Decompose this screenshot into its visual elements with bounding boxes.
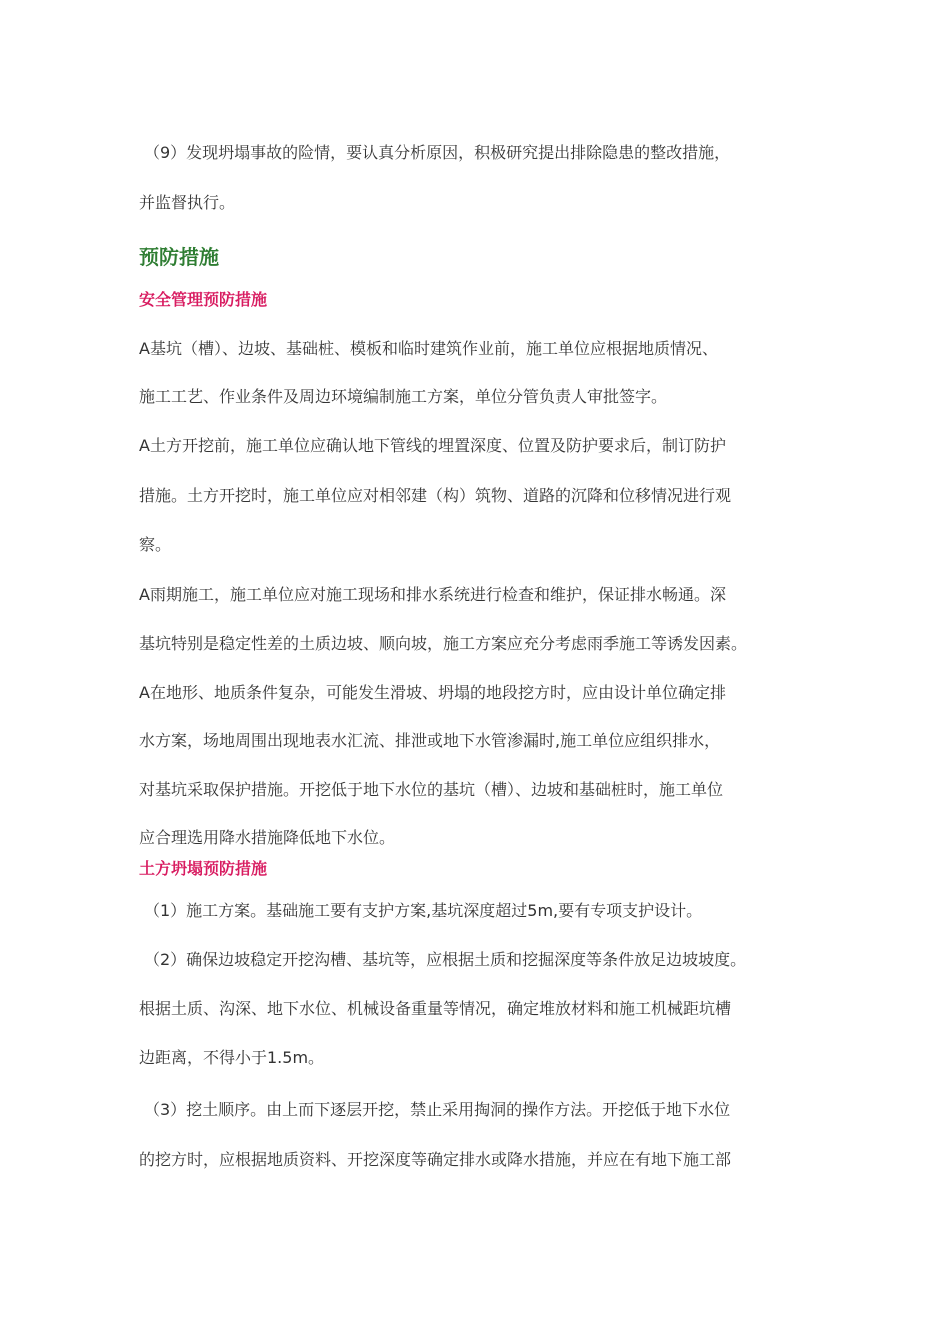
subsection-2-line: 边距离，不得小于1.5m。: [139, 1048, 325, 1067]
subsection-1-line: 水方案，场地周围出现地表水汇流、排泄或地下水管渗漏时,施工单位应组织排水，: [139, 731, 721, 750]
intro-item-9-line-1: （9）发现坍塌事故的险情，要认真分析原因，积极研究提出排除隐患的整改措施，: [144, 143, 731, 162]
subsection-1-line: A土方开挖前，施工单位应确认地下管线的埋置深度、位置及防护要求后，制订防护: [139, 436, 726, 455]
subsection-1-line: 措施。土方开挖时，施工单位应对相邻建（构）筑物、道路的沉降和位移情况进行观: [139, 486, 732, 505]
subsection-1-line: A雨期施工，施工单位应对施工现场和排水系统进行检查和维护，保证排水畅通。深: [139, 585, 726, 604]
subsection-2-line: （3）挖土顺序。由上而下逐层开挖，禁止采用掏洞的操作方法。开挖低于地下水位: [144, 1100, 731, 1119]
subsection-2-line: （2）确保边坡稳定开挖沟槽、基坑等，应根据土质和挖掘深度等条件放足边坡坡度。: [144, 950, 747, 969]
subsection-1-line: 察。: [139, 535, 172, 554]
subsection-1-title: 安全管理预防措施: [139, 290, 268, 309]
subsection-2-line: 的挖方时，应根据地质资料、开挖深度等确定排水或降水措施，并应在有地下施工部: [139, 1150, 732, 1169]
subsection-2-line: （1）施工方案。基础施工要有支护方案,基坑深度超过5m,要有专项支护设计。: [144, 901, 703, 920]
subsection-1-line: A基坑（槽）、边坡、基础桩、模板和临时建筑作业前，施工单位应根据地质情况、: [139, 339, 718, 358]
intro-item-9-line-2: 并监督执行。: [139, 193, 236, 212]
subsection-1-line: 施工工艺、作业条件及周边环境编制施工方案，单位分管负责人审批签字。: [139, 387, 668, 406]
subsection-1-line: A在地形、地质条件复杂，可能发生滑坡、坍塌的地段挖方时，应由设计单位确定排: [139, 683, 726, 702]
subsection-2-line: 根据土质、沟深、地下水位、机械设备重量等情况，确定堆放材料和施工机械距坑槽: [139, 999, 732, 1018]
subsection-1-line: 基坑特别是稳定性差的土质边坡、顺向坡，施工方案应充分考虑雨季施工等诱发因素。: [139, 634, 748, 653]
subsection-1-line: 对基坑采取保护措施。开挖低于地下水位的基坑（槽）、边坡和基础桩时，施工单位: [139, 780, 724, 799]
section-title: 预防措施: [139, 245, 219, 269]
subsection-2-title: 土方坍塌预防措施: [139, 859, 268, 878]
subsection-1-line: 应合理选用降水措施降低地下水位。: [139, 828, 396, 847]
